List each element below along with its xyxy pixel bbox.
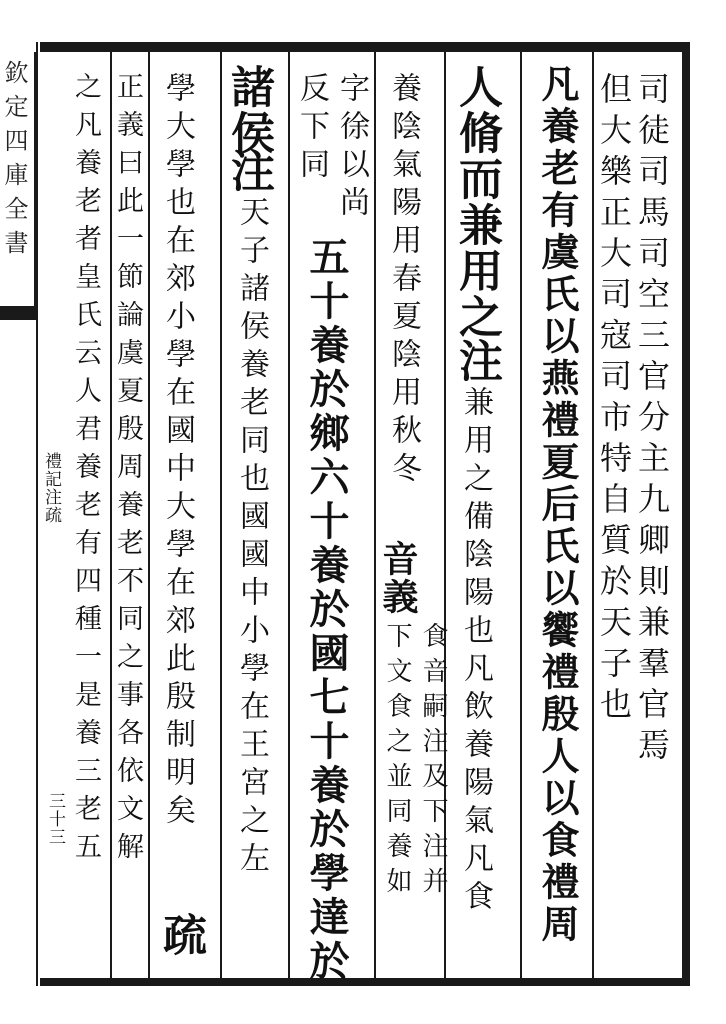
yinyi-annotation-line2: 下文食之並同養如 <box>382 622 412 902</box>
text-column-1: 司徒司馬司空三官分主九卿則兼羣官焉 <box>633 72 671 769</box>
margin-title: 欽定四庫全書 <box>0 60 28 264</box>
text-column-8-main: 諸侯 <box>223 64 274 156</box>
column-rule <box>220 52 222 978</box>
right-border <box>682 42 690 986</box>
text-column-10: 正義曰此一節論虞夏殷周養老不同之事各依文解 <box>112 72 143 870</box>
text-column-6-note: 字徐以尚 <box>334 72 369 224</box>
column-rule <box>288 52 290 978</box>
text-column-2: 但大樂正大司寇司市特自質於天子也 <box>595 72 633 728</box>
note-marker: 注 <box>451 338 502 384</box>
text-column-4-main: 人脩而兼用之 <box>451 64 502 340</box>
note-marker: 注 <box>223 148 274 194</box>
text-column-3: 凡養老有虞氏以燕禮夏后氏以饗禮殷人以食禮周 <box>535 64 580 946</box>
page-number: 三十三 <box>45 792 65 846</box>
column-rule <box>592 52 594 978</box>
bottom-border <box>40 978 690 986</box>
text-column-7-note: 反下同 <box>294 72 329 186</box>
column-rule <box>520 52 522 978</box>
text-column-9-note: 學大學也在郊小學在國中大學在郊此殷制明矣 <box>160 72 195 832</box>
fishtail-mark <box>0 306 38 320</box>
text-column-4-note: 兼用之備陰陽也凡飲養陽氣凡食 <box>458 386 493 918</box>
text-column-8-note: 天子諸侯養老同也國國中小學在王宮之左 <box>234 196 269 880</box>
text-column-5-note: 養陰氣陽用春夏陰用秋冬 <box>386 72 421 490</box>
top-border <box>40 42 690 52</box>
yinyi-marker: 音義 <box>377 540 419 616</box>
book-title: 禮記注疏 <box>41 452 61 524</box>
column-rule <box>374 52 376 978</box>
text-column-6-main: 五十養於鄉六十養於國七十養於學達於 <box>303 236 350 984</box>
column-rule <box>148 52 150 978</box>
text-column-11: 之凡養老者皇氏云人君養老有四種一是養三老五 <box>70 72 101 870</box>
yinyi-annotation-line1: 食音嗣注及下注并 <box>418 622 448 902</box>
shu-marker: 疏 <box>155 912 206 958</box>
